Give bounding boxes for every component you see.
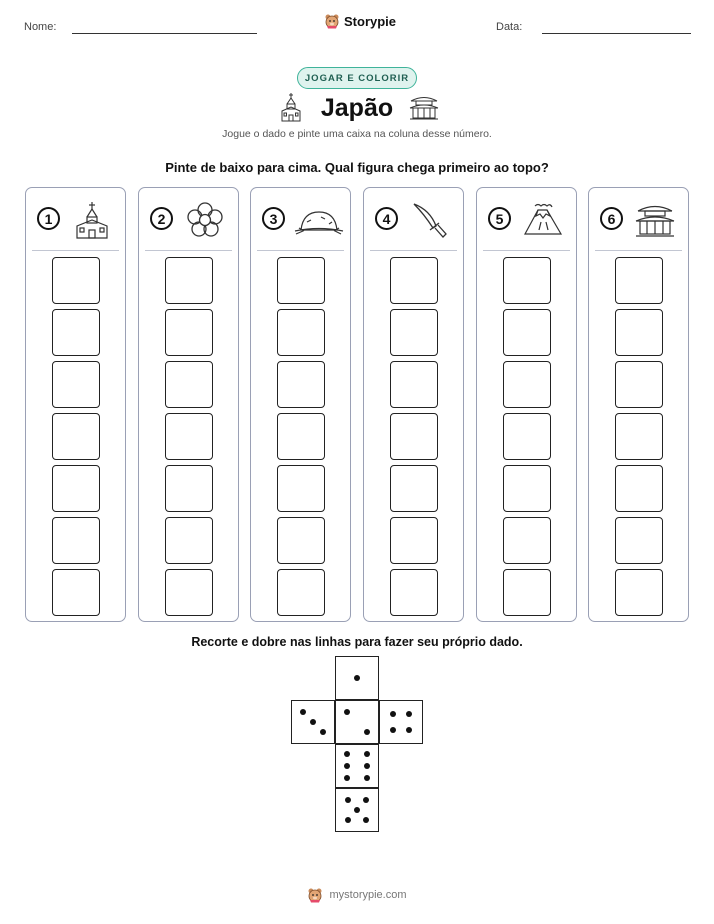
column-divider (595, 250, 682, 251)
name-label: Nome: (24, 21, 57, 33)
bear-logo-icon (307, 887, 323, 903)
die-pip (354, 807, 360, 813)
die-pip (363, 817, 369, 823)
column-number: 2 (150, 207, 173, 230)
color-box[interactable] (277, 569, 325, 616)
date-line[interactable] (542, 33, 691, 34)
dice-instruction: Recorte e dobre nas linhas para fazer seu próprio dado. (191, 635, 523, 649)
bear-logo-icon (324, 13, 340, 29)
column-divider (483, 250, 570, 251)
color-box[interactable] (165, 361, 213, 408)
die-pip (345, 797, 351, 803)
color-box[interactable] (277, 413, 325, 460)
die-pip (390, 727, 396, 733)
color-box[interactable] (390, 569, 438, 616)
column-number: 6 (600, 207, 623, 230)
die-pip (344, 751, 350, 757)
column-divider (257, 250, 344, 251)
color-box[interactable] (390, 413, 438, 460)
color-box[interactable] (52, 257, 100, 304)
color-box[interactable] (615, 465, 663, 512)
color-box[interactable] (503, 257, 551, 304)
die-pip (363, 797, 369, 803)
die-pip (300, 709, 306, 715)
color-box[interactable] (390, 465, 438, 512)
color-box[interactable] (390, 361, 438, 408)
color-box[interactable] (503, 361, 551, 408)
flower-icon (185, 200, 225, 240)
die-pip (344, 775, 350, 781)
die-pip (345, 817, 351, 823)
die-pip (344, 763, 350, 769)
color-box[interactable] (52, 517, 100, 564)
color-box[interactable] (615, 257, 663, 304)
color-box[interactable] (615, 413, 663, 460)
color-box[interactable] (503, 465, 551, 512)
column-5 (476, 187, 577, 622)
color-box[interactable] (277, 309, 325, 356)
color-box[interactable] (615, 309, 663, 356)
color-box[interactable] (52, 361, 100, 408)
pagoda-icon (409, 94, 439, 120)
date-label: Data: (496, 21, 523, 33)
die-pip (406, 727, 412, 733)
die-face-1 (335, 700, 379, 744)
color-box[interactable] (615, 517, 663, 564)
color-box[interactable] (503, 517, 551, 564)
page-title: Japão (320, 94, 394, 122)
die-pip (320, 729, 326, 735)
column-divider (370, 250, 457, 251)
church-icon (72, 200, 112, 240)
column-2 (138, 187, 239, 622)
die-pip (310, 719, 316, 725)
color-box[interactable] (390, 309, 438, 356)
column-number: 4 (375, 207, 398, 230)
die-pip (364, 751, 370, 757)
die-pip (364, 775, 370, 781)
column-divider (145, 250, 232, 251)
name-line[interactable] (72, 33, 257, 34)
die-face-3 (291, 700, 335, 744)
color-box[interactable] (503, 309, 551, 356)
footer-site[interactable]: mystorypie.com (329, 889, 407, 901)
die-face-5 (335, 788, 379, 832)
column-6 (588, 187, 689, 622)
color-box[interactable] (52, 465, 100, 512)
die-face-4 (379, 700, 423, 744)
die-pip (354, 675, 360, 681)
footer (0, 887, 714, 903)
column-number: 5 (488, 207, 511, 230)
color-box[interactable] (165, 309, 213, 356)
column-number: 3 (262, 207, 285, 230)
die-face-1 (335, 656, 379, 700)
instruction: Pinte de baixo para cima. Qual figura chega primeiro ao topo? (165, 160, 549, 175)
die-pip (390, 711, 396, 717)
pagoda-icon (635, 200, 675, 240)
color-box[interactable] (165, 517, 213, 564)
color-box[interactable] (277, 361, 325, 408)
die-pip (364, 729, 370, 735)
column-3 (250, 187, 351, 622)
column-4 (363, 187, 464, 622)
column-1 (25, 187, 126, 622)
color-box[interactable] (390, 257, 438, 304)
dice-net[interactable] (291, 656, 425, 836)
storypie-logo (324, 13, 396, 29)
subtitle: Jogue o dado e pinte uma caixa na coluna desse número. (222, 128, 492, 140)
activity-badge: JOGAR E COLORIR (297, 67, 417, 89)
color-box[interactable] (52, 309, 100, 356)
column-divider (32, 250, 119, 251)
nest-icon (293, 200, 345, 240)
die-pip (406, 711, 412, 717)
color-box[interactable] (52, 413, 100, 460)
color-box[interactable] (615, 569, 663, 616)
color-box[interactable] (165, 413, 213, 460)
color-box[interactable] (165, 257, 213, 304)
mountain-icon (523, 200, 563, 240)
column-number: 1 (37, 207, 60, 230)
die-pip (344, 709, 350, 715)
color-box[interactable] (503, 569, 551, 616)
color-box[interactable] (52, 569, 100, 616)
color-box[interactable] (390, 517, 438, 564)
color-box[interactable] (165, 569, 213, 616)
color-box[interactable] (165, 465, 213, 512)
logo-text: Storypie (344, 13, 397, 29)
die-face-6 (335, 744, 379, 788)
color-box[interactable] (277, 517, 325, 564)
color-box[interactable] (503, 413, 551, 460)
sword-icon (410, 200, 450, 240)
color-box[interactable] (277, 465, 325, 512)
die-pip (364, 763, 370, 769)
color-box[interactable] (277, 257, 325, 304)
color-box[interactable] (615, 361, 663, 408)
